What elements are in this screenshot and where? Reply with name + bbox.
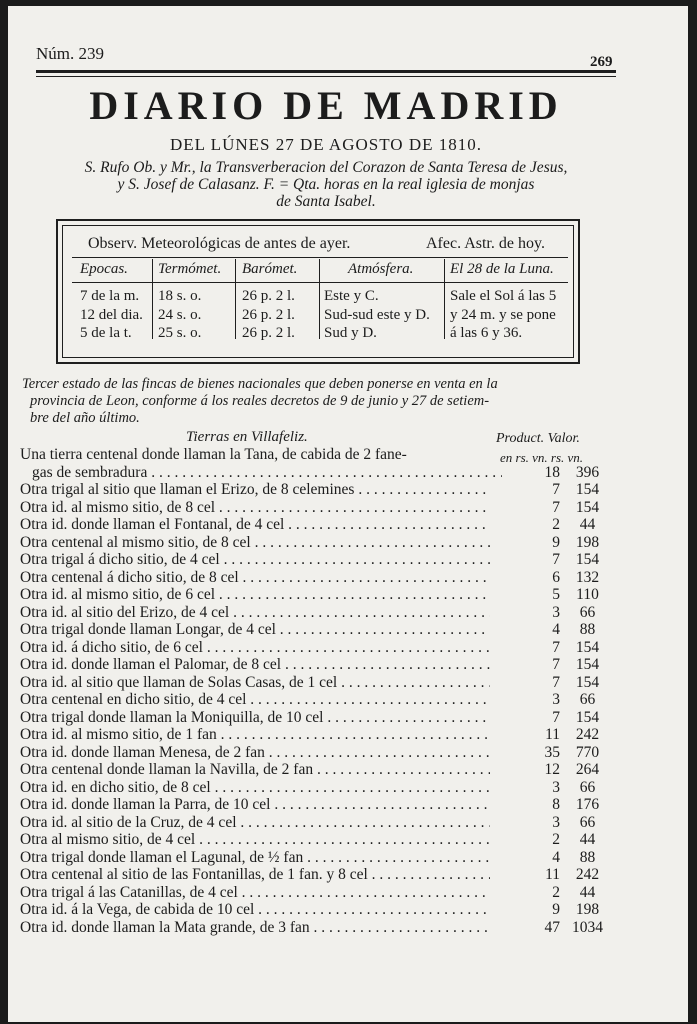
weather-atmosfera	[324, 287, 430, 343]
entry-value: 154	[575, 708, 600, 726]
weather-box	[56, 219, 580, 364]
entry-value: 154	[575, 673, 600, 691]
entry-value: 264	[575, 761, 600, 778]
dateline: DEL LÚNES 27 DE AGOSTO DE 1810.	[170, 135, 482, 154]
entry-product: 6	[552, 568, 560, 586]
entry-description: Otra centenal donde llaman la Navilla, de 2 fan . . .	[20, 761, 490, 779]
entry-value: 770	[575, 743, 600, 761]
entry-value: 88	[579, 621, 596, 638]
entry-description: Otra id. al mismo sitio, de 1 fan . . .	[20, 726, 490, 744]
entry-description: Otra id. donde llaman la Parra, de 10 cel . . .	[20, 796, 490, 814]
entry-description: Otra centenal al mismo sitio, de 8 cel . . .	[20, 534, 490, 552]
entry-description: Otra id. donde llaman la Mata grande, de 3 fan . . .	[20, 919, 490, 937]
cell: 24 s. o.	[158, 306, 202, 323]
intro-line: Tercer estado de las fincas de bienes nacionales que deben ponerse en venta en la	[22, 376, 498, 392]
intro-line: provincia de Leon, conforme á los reales decretos de 9 de junio y 27 de setiem-	[30, 393, 490, 409]
saints-line: S. Rufo Ob. y Mr., la Transverberacion del Corazon de Santa Teresa de Jesus,	[84, 159, 568, 176]
weather-termometro	[158, 287, 201, 343]
entry-description: Otra id. al sitio del Erizo, de 4 cel . . .	[20, 604, 490, 622]
newspaper-page	[8, 6, 688, 1022]
list-item	[20, 569, 620, 587]
entry-value: 198	[575, 533, 600, 551]
col-header-epocas: Epocas.	[80, 261, 128, 277]
list-item	[20, 551, 620, 569]
entry-value: 154	[575, 498, 600, 516]
col-header-barometro: Barómet.	[242, 261, 298, 277]
cell: Sud y D.	[324, 325, 377, 341]
entry-description: Otra centenal á dicho sitio, de 8 cel . . .	[20, 569, 490, 587]
entry-description: Otra al mismo sitio, de 4 cel . . .	[20, 831, 490, 849]
cell: 26 p. 2 l.	[242, 325, 295, 341]
entry-product: 3	[552, 691, 560, 708]
entry-product: 7	[552, 551, 560, 568]
entry-value: 176	[575, 796, 600, 813]
weather-epocas	[80, 287, 143, 343]
entry-description: Otra trigal donde llaman la Moniquilla, de 10 cel . . .	[20, 709, 490, 727]
entry-product: 8	[552, 796, 560, 813]
cell: Sale el Sol á las 5	[450, 288, 557, 304]
column-divider	[444, 259, 445, 339]
issue-number: Núm. 239	[36, 44, 104, 63]
column-divider	[152, 259, 153, 339]
list-item	[20, 814, 620, 832]
entry-value: 242	[575, 866, 600, 883]
entry-description: Otra id. donde llaman el Fontanal, de 4 cel . . .	[20, 516, 490, 534]
entry-product: 5	[552, 586, 560, 603]
entry-value: 154	[575, 638, 600, 656]
entry-description: Una tierra centenal donde llaman la Tana, de cabida de 2 fane-	[20, 446, 407, 463]
entry-description: Otra id. al mismo sitio, de 6 cel . . .	[20, 586, 490, 604]
column-divider	[319, 259, 320, 339]
list-item	[20, 464, 620, 482]
cell: y 24 m. y se pone	[450, 306, 556, 323]
list-item	[20, 744, 620, 762]
col-header-atmosfera: Atmósfera.	[348, 261, 414, 277]
entry-description: Otra id. á dicho sitio, de 6 cel . . .	[20, 639, 490, 657]
entry-description: Otra id. donde llaman el Palomar, de 8 cel . . .	[20, 656, 490, 674]
list-item	[20, 481, 620, 499]
entry-description: Otra id. al mismo sitio, de 8 cel . . .	[20, 499, 490, 517]
list-item	[20, 656, 620, 674]
entry-product: 2	[552, 516, 560, 533]
list-item	[20, 761, 620, 779]
cell: Sud-sud este y D.	[324, 306, 430, 323]
entry-value: 154	[575, 481, 600, 498]
col-header-luna: El 28 de la Luna.	[450, 261, 554, 277]
list-item	[20, 919, 620, 937]
list-item	[20, 709, 620, 727]
entry-product: 47	[544, 918, 560, 936]
entry-product: 4	[552, 621, 560, 638]
list-item	[20, 604, 620, 622]
column-header-units: en rs. vn. rs. vn.	[500, 450, 584, 465]
column-header-product-value: Product. Valor.	[496, 431, 580, 446]
cell: á las 6 y 36.	[450, 325, 523, 341]
entry-description: Otra trigal donde llaman el Lagunal, de ½ fan . . .	[20, 849, 490, 867]
entry-description: gas de sembradura . . .	[32, 464, 502, 482]
astro-title: Afec. Astr. de hoy.	[426, 235, 545, 252]
saints-line: y S. Josef de Calasanz. F. = Qta. horas en la real iglesia de monjas	[117, 176, 535, 193]
entry-value: 242	[575, 726, 600, 743]
list-item	[20, 621, 620, 639]
intro-paragraph	[22, 376, 614, 427]
entry-description: Otra trigal á dicho sitio, de 4 cel . . .	[20, 551, 490, 569]
list-item	[20, 849, 620, 867]
entry-value: 1034	[572, 918, 603, 936]
entry-product: 2	[552, 883, 560, 901]
entry-value: 66	[579, 778, 596, 796]
cell: 18 s. o.	[158, 288, 202, 304]
entry-product: 18	[544, 463, 560, 481]
list-item	[20, 901, 620, 919]
intro-line: bre del año último.	[30, 410, 140, 426]
entry-value: 66	[579, 603, 596, 621]
weather-divider	[72, 257, 568, 258]
entry-value: 110	[576, 586, 599, 603]
entry-product: 7	[552, 656, 560, 673]
list-item	[20, 726, 620, 744]
cell: 12 del dia.	[80, 306, 143, 323]
entry-product: 7	[552, 498, 560, 516]
cell: 25 s. o.	[158, 325, 202, 341]
list-item	[20, 516, 620, 534]
entry-description: Otra id. donde llaman Menesa, de 2 fan . . .	[20, 744, 490, 762]
saints-of-day	[28, 159, 624, 210]
list-item	[20, 831, 620, 849]
entry-value: 44	[579, 831, 596, 848]
weather-barometro	[242, 287, 295, 343]
entry-description: Otra trigal al sitio que llaman el Erizo, de 8 celemines . . .	[20, 481, 490, 499]
list-item	[20, 534, 620, 552]
header-rule-thin	[36, 76, 616, 77]
list-item	[20, 866, 620, 884]
entry-value: 132	[575, 568, 600, 586]
col-header-termometro: Termómet.	[158, 261, 222, 277]
list-item	[20, 446, 620, 464]
column-divider	[235, 259, 236, 339]
cell: 26 p. 2 l.	[242, 288, 295, 304]
entry-value: 154	[575, 656, 600, 673]
list-item	[20, 674, 620, 692]
entry-description: Otra id. en dicho sitio, de 8 cel . . .	[20, 779, 490, 797]
list-item	[20, 639, 620, 657]
entry-value: 66	[579, 691, 596, 708]
list-item	[20, 779, 620, 797]
entry-product: 4	[552, 848, 560, 866]
entry-product: 7	[552, 638, 560, 656]
weather-divider	[72, 282, 568, 283]
weather-title: Observ. Meteorológicas de antes de ayer.	[88, 235, 351, 252]
entry-product: 2	[552, 831, 560, 848]
entry-value: 198	[575, 901, 600, 918]
page-number: 269	[590, 54, 613, 70]
entry-description: Otra id. á la Vega, de cabida de 10 cel . . .	[20, 901, 490, 919]
list-item	[20, 691, 620, 709]
cell: Este y C.	[324, 288, 379, 304]
cell: 26 p. 2 l.	[242, 306, 295, 323]
weather-astro	[450, 287, 556, 343]
entry-value: 396	[575, 463, 600, 481]
entry-product: 12	[544, 761, 560, 778]
masthead: DIARIO DE MADRID	[89, 83, 563, 128]
entry-value: 88	[579, 848, 596, 866]
entry-description: Otra id. al sitio que llaman de Solas Casas, de 1 cel . . .	[20, 674, 490, 692]
entry-product: 7	[552, 481, 560, 498]
entry-description: Otra id. al sitio de la Cruz, de 4 cel . . .	[20, 814, 490, 832]
list-item	[20, 796, 620, 814]
entry-value: 154	[575, 551, 600, 568]
entry-description: Otra trigal donde llaman Longar, de 4 cel . . .	[20, 621, 490, 639]
entry-product: 9	[552, 901, 560, 918]
cell: 5 de la t.	[80, 325, 132, 341]
entry-product: 11	[545, 866, 560, 883]
list-item	[20, 499, 620, 517]
entry-value: 44	[579, 883, 596, 901]
entry-product: 7	[552, 673, 560, 691]
entry-product: 11	[545, 726, 560, 743]
entry-description: Otra trigal á las Catanillas, de 4 cel . . .	[20, 884, 490, 902]
header-rule	[36, 70, 616, 73]
list-item	[20, 884, 620, 902]
entry-product: 9	[552, 533, 560, 551]
property-list	[20, 446, 620, 936]
entry-product: 7	[552, 708, 560, 726]
entry-value: 66	[579, 813, 596, 831]
cell: 7 de la m.	[80, 288, 140, 304]
entry-value: 44	[579, 516, 596, 533]
entry-description: Otra centenal en dicho sitio, de 4 cel . . .	[20, 691, 490, 709]
entry-description: Otra centenal al sitio de las Fontanillas, de 1 fan. y 8 cel . . .	[20, 866, 490, 884]
section-title: Tierras en Villafeliz.	[186, 429, 308, 445]
saints-line: de Santa Isabel.	[276, 193, 376, 210]
entry-product: 35	[544, 743, 560, 761]
entry-product: 3	[552, 603, 560, 621]
list-item	[20, 586, 620, 604]
entry-product: 3	[552, 778, 560, 796]
entry-product: 3	[552, 813, 560, 831]
